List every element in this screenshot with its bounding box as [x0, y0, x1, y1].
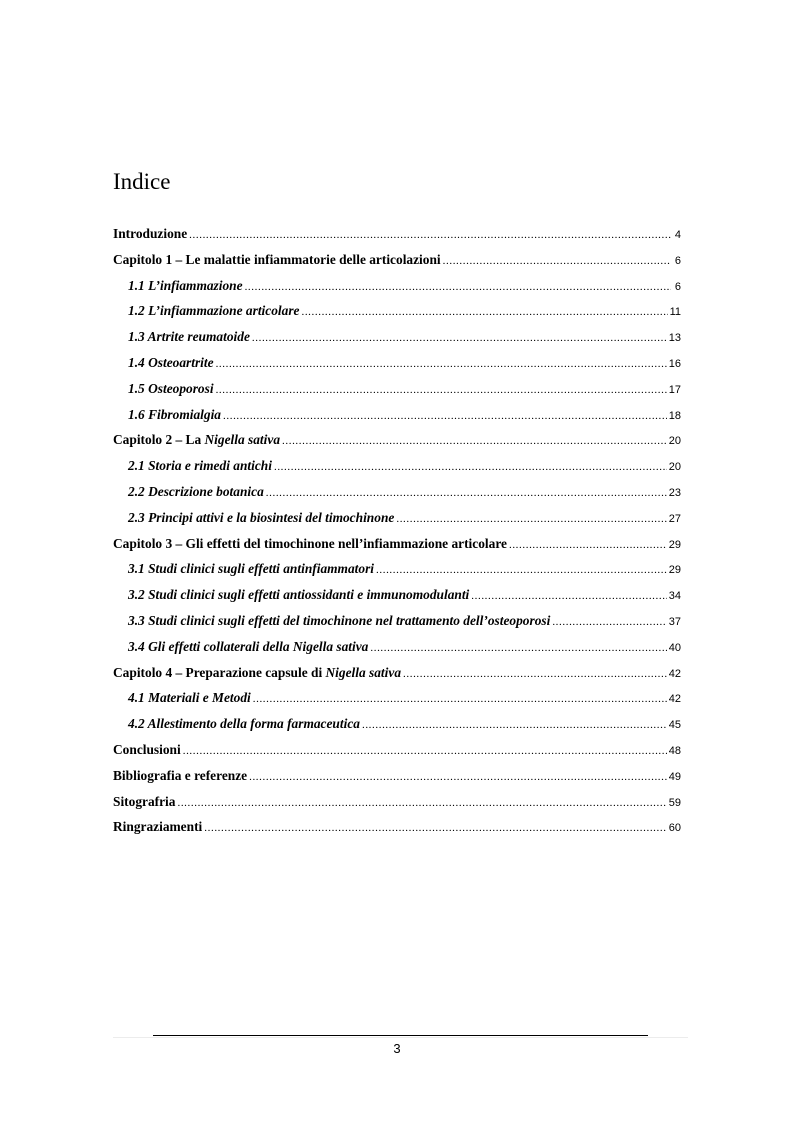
toc-entry-title-text: 1.4 Osteoartrite [128, 354, 214, 370]
toc-entry-title [128, 458, 272, 474]
toc-dot-leader [552, 616, 666, 628]
toc-chapter-entry[interactable] [113, 768, 681, 794]
toc-entry-title-text: 3.2 Studi clinici sugli effetti antiossidanti e immunomodulanti [128, 587, 470, 603]
toc-entry-page-number: 59 [668, 796, 681, 809]
toc-section-entry[interactable] [113, 355, 681, 381]
toc-entry-page-number: 27 [668, 512, 681, 525]
page-number: 3 [393, 1041, 401, 1056]
toc-chapter-entry[interactable] [113, 742, 681, 768]
toc-entry-page-number: 17 [668, 383, 681, 396]
toc-entry-title-text: 1.2 L’infiammazione articolare [128, 303, 300, 319]
toc-entry-title-text: 1.1 L’infiammazione [128, 277, 243, 293]
toc-entry-title [128, 355, 214, 371]
toc-entry-title-text: 4.2 Allestimento della forma farmaceutica [128, 716, 360, 732]
toc-entry-page-number: 13 [668, 332, 681, 345]
toc-section-entry[interactable] [113, 587, 681, 613]
toc-dot-leader [253, 693, 667, 705]
toc-entry-title [113, 432, 280, 448]
toc-entry-title-text: 1.6 Fibromialgia [128, 406, 222, 422]
toc-entry-title-text: 4.1 Materiali e Metodi [128, 690, 251, 706]
toc-entry-page-number: 4 [674, 229, 681, 241]
toc-entry-title-text: 1.3 Artrite reumatoide [128, 329, 250, 345]
toc-entry-title-text: Introduzione [113, 226, 188, 241]
toc-dot-leader [301, 306, 667, 318]
toc-entry-page-number: 49 [668, 770, 681, 783]
toc-entry-title-text: Sitografria [113, 793, 176, 809]
toc-section-entry[interactable] [113, 716, 681, 742]
toc-dot-leader [471, 590, 666, 602]
toc-chapter-entry[interactable] [113, 794, 681, 820]
toc-entry-title [128, 639, 368, 655]
toc-entry-title [128, 561, 374, 577]
toc-entry-title-text: Capitolo 2 – La [113, 432, 205, 448]
toc-entry-title-text: Bibliografia e referenze [113, 767, 248, 783]
toc-entry-page-number: 60 [668, 822, 681, 835]
toc-dot-leader [216, 358, 667, 370]
toc-section-entry[interactable] [113, 381, 681, 407]
toc-entry-title [113, 665, 401, 681]
toc-entry-title [128, 716, 360, 732]
toc-dot-leader [249, 771, 667, 783]
toc-entry-title [128, 690, 251, 706]
toc-dot-leader [396, 513, 666, 525]
toc-entry-title [128, 329, 250, 345]
toc-entry-title-text: 2.3 Principi attivi e la biosintesi del timochinone [128, 509, 395, 525]
toc-entry-page-number: 48 [668, 744, 681, 757]
toc-dot-leader [403, 668, 667, 680]
toc-section-entry[interactable] [113, 407, 681, 433]
toc-section-entry[interactable] [113, 303, 681, 329]
toc-entry-page-number: 20 [668, 461, 681, 474]
toc-entry-title [128, 303, 299, 319]
toc-entry-title [113, 226, 187, 242]
toc-section-entry[interactable] [113, 561, 681, 587]
toc-chapter-entry[interactable] [113, 252, 681, 278]
toc-entry-page-number: 42 [668, 693, 681, 706]
toc-section-entry[interactable] [113, 639, 681, 665]
toc-section-entry[interactable] [113, 510, 681, 536]
toc-entry-page-number: 6 [674, 254, 681, 267]
toc-entry-title [128, 484, 264, 500]
toc-entry-title-text: Capitolo 3 – Gli effetti del timochinone nell’infiammazione articolare [113, 535, 507, 551]
toc-entry-title-text: 3.1 Studi clinici sugli effetti antinfiammatori [128, 561, 375, 577]
footer-rule [153, 1035, 648, 1036]
toc-heading: Indice [113, 169, 171, 194]
toc-entry-page-number: 23 [668, 486, 681, 499]
toc-entry-title [128, 510, 394, 526]
toc-dot-leader [252, 332, 667, 344]
toc-entry-title [128, 407, 221, 423]
toc-entry-title [128, 278, 243, 294]
toc-entry-title-text: 1.5 Osteoporosi [128, 380, 214, 396]
toc-section-entry[interactable] [113, 458, 681, 484]
toc-chapter-entry[interactable] [113, 819, 681, 845]
toc-entry-title-text: 3.4 Gli effetti collaterali della Nigella sativa [128, 638, 369, 654]
toc-entry-page-number: 6 [674, 280, 681, 293]
toc-section-entry[interactable] [113, 613, 681, 639]
toc-dot-leader [223, 410, 667, 422]
toc-entry-title-text: Conclusioni [113, 741, 181, 757]
toc-dot-leader [183, 745, 667, 757]
toc-entry-title-text: Capitolo 1 – Le malattie infiammatorie delle articolazioni [113, 251, 441, 267]
toc-entry-page-number: 37 [668, 615, 681, 628]
toc-chapter-entry[interactable] [113, 432, 681, 458]
toc-dot-leader [274, 461, 667, 473]
toc-entry-title-text: Ringraziamenti [113, 819, 203, 835]
toc-dot-leader [189, 229, 671, 241]
toc-chapter-entry[interactable] [113, 665, 681, 691]
toc-entry-title [128, 381, 214, 397]
toc-entry-title [113, 742, 181, 758]
toc-dot-leader [177, 797, 666, 809]
toc-chapter-entry[interactable] [113, 226, 681, 252]
toc-entry-title [113, 252, 441, 268]
toc-entry-page-number: 45 [668, 719, 681, 732]
toc-entry-page-number: 11 [669, 306, 681, 319]
toc-section-entry[interactable] [113, 278, 681, 304]
toc-dot-leader [509, 539, 667, 551]
toc-section-entry[interactable] [113, 484, 681, 510]
toc-entry-title-text: 3.3 Studi clinici sugli effetti del timochinone nel trattamento dell’osteoporosi [128, 612, 551, 628]
toc-entry-page-number: 16 [668, 357, 681, 370]
toc-dot-leader [443, 255, 671, 267]
toc-dot-leader [204, 822, 666, 834]
toc-dot-leader [245, 281, 671, 293]
toc-entry-title [128, 587, 469, 603]
footer-rule-shadow [113, 1037, 688, 1038]
toc-dot-leader [266, 487, 667, 499]
toc-entry-page-number: 34 [668, 590, 681, 603]
toc-entry-title [128, 613, 550, 629]
toc-dot-leader [362, 719, 667, 731]
toc-entry-title-italic: Nigella sativa [325, 664, 402, 680]
toc-entry-title [113, 536, 507, 552]
toc-dot-leader [282, 435, 667, 447]
toc-entry-title-text: 2.1 Storia e rimedi antichi [128, 458, 272, 474]
toc-section-entry[interactable] [113, 690, 681, 716]
toc-entry-title-text: Capitolo 4 – Preparazione capsule di [113, 664, 326, 680]
toc-entry-page-number: 29 [668, 564, 681, 577]
toc-entry-title-text: 2.2 Descrizione botanica [128, 483, 264, 499]
toc-entry-page-number: 42 [668, 667, 681, 680]
toc-entry-title [113, 768, 247, 784]
toc-dot-leader [370, 642, 666, 654]
toc-entry-title [113, 794, 175, 810]
table-of-contents [113, 226, 681, 845]
toc-entry-page-number: 40 [668, 641, 681, 654]
toc-section-entry[interactable] [113, 329, 681, 355]
toc-dot-leader [216, 384, 667, 396]
toc-dot-leader [376, 564, 667, 576]
toc-entry-page-number: 18 [668, 409, 681, 422]
toc-chapter-entry[interactable] [113, 536, 681, 562]
toc-entry-title [113, 819, 202, 835]
toc-entry-title-italic: Nigella sativa [204, 432, 281, 448]
toc-entry-page-number: 29 [668, 538, 681, 551]
toc-entry-page-number: 20 [668, 435, 681, 448]
